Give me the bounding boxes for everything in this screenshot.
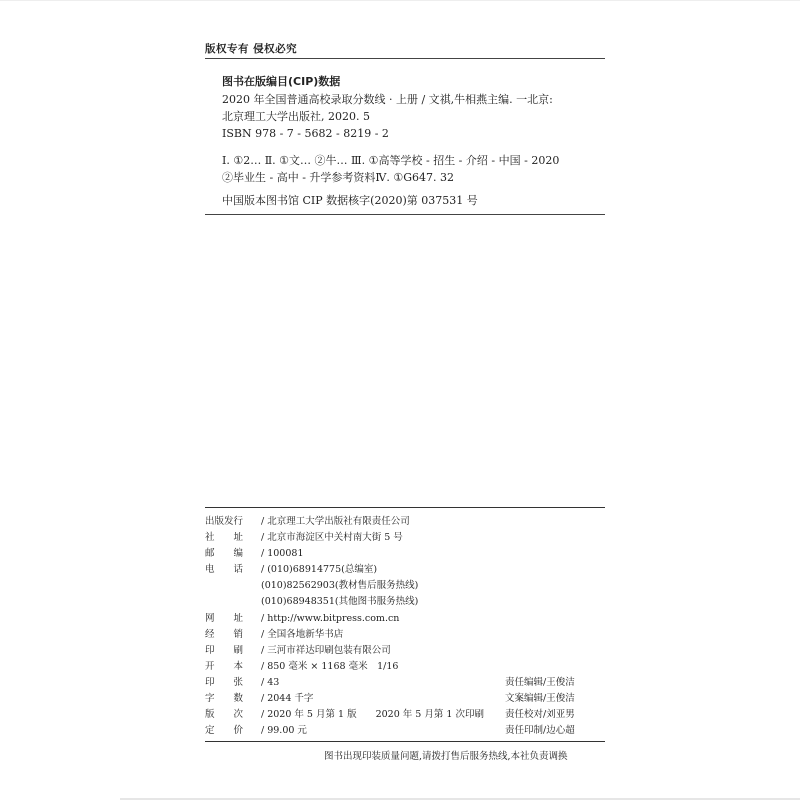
pub-row-phone-2: (010)82562903(教材售后服务热线)	[261, 580, 419, 591]
cip-core-number: 中国版本图书馆 CIP 数据核字(2020)第 037531 号	[222, 194, 478, 207]
pub-row-phone: 电 话 / (010)68914775(总编室)	[205, 564, 378, 575]
pub-row-website: 网 址 / http://www.bitpress.com.cn	[205, 613, 400, 624]
pub-row-price: 定 价 / 99.00 元	[205, 725, 307, 736]
cip-classification-1: Ⅰ. ①2… Ⅱ. ①文… ②牛… Ⅲ. ①高等学校 - 招生 - 介绍 - 中国 - 2020	[222, 154, 560, 167]
pub-row-sheets: 印 张 / 43	[205, 677, 280, 688]
cip-line-1: 2020 年全国普通高校录取分数线 · 上册 / 文祺,牛相燕主编. 一北京:	[222, 93, 553, 106]
pub-row-edition: 版 次 / 2020 年 5 月第 1 版 2020 年 5 月第 1 次印刷	[205, 709, 484, 720]
pub-row-format: 开 本 / 850 毫米 × 1168 毫米 1/16	[205, 661, 399, 672]
pub-row-distributor: 经 销 / 全国各地新华书店	[205, 629, 344, 640]
quality-notice: 图书出现印装质量问题,请拨打售后服务热线,本社负责调换	[324, 751, 568, 762]
publication-top-rule	[205, 507, 605, 508]
copy-editor: 文案编辑/王俊洁	[505, 693, 575, 704]
print-supervisor: 责任印制/边心超	[505, 725, 575, 736]
copyright-notice: 版权专有 侵权必究	[205, 43, 298, 55]
pub-row-phone-3: (010)68948351(其他图书服务热线)	[261, 596, 419, 607]
cip-heading: 图书在版编目(CIP)数据	[222, 75, 341, 88]
pub-row-publisher: 出版发行 / 北京理工大学出版社有限责任公司	[205, 516, 410, 527]
pub-row-postcode: 邮 编 / 100081	[205, 548, 304, 559]
publication-bottom-rule	[205, 741, 605, 742]
cip-bottom-rule	[205, 214, 605, 215]
pub-row-word-count: 字 数 / 2044 千字	[205, 693, 314, 704]
cip-isbn: ISBN 978 - 7 - 5682 - 8219 - 2	[222, 127, 389, 140]
scan-edge-top	[0, 0, 800, 1]
header-rule	[205, 58, 605, 59]
proofreader: 责任校对/刘亚男	[505, 709, 575, 720]
cip-line-2: 北京理工大学出版社, 2020. 5	[222, 110, 370, 123]
editor-in-charge: 责任编辑/王俊洁	[505, 677, 575, 688]
cip-classification-2: ②毕业生 - 高中 - 升学参考资料Ⅳ. ①G647. 32	[222, 171, 455, 184]
pub-row-address: 社 址 / 北京市海淀区中关村南大街 5 号	[205, 532, 403, 543]
pub-row-printer: 印 刷 / 三河市祥达印刷包装有限公司	[205, 645, 391, 656]
